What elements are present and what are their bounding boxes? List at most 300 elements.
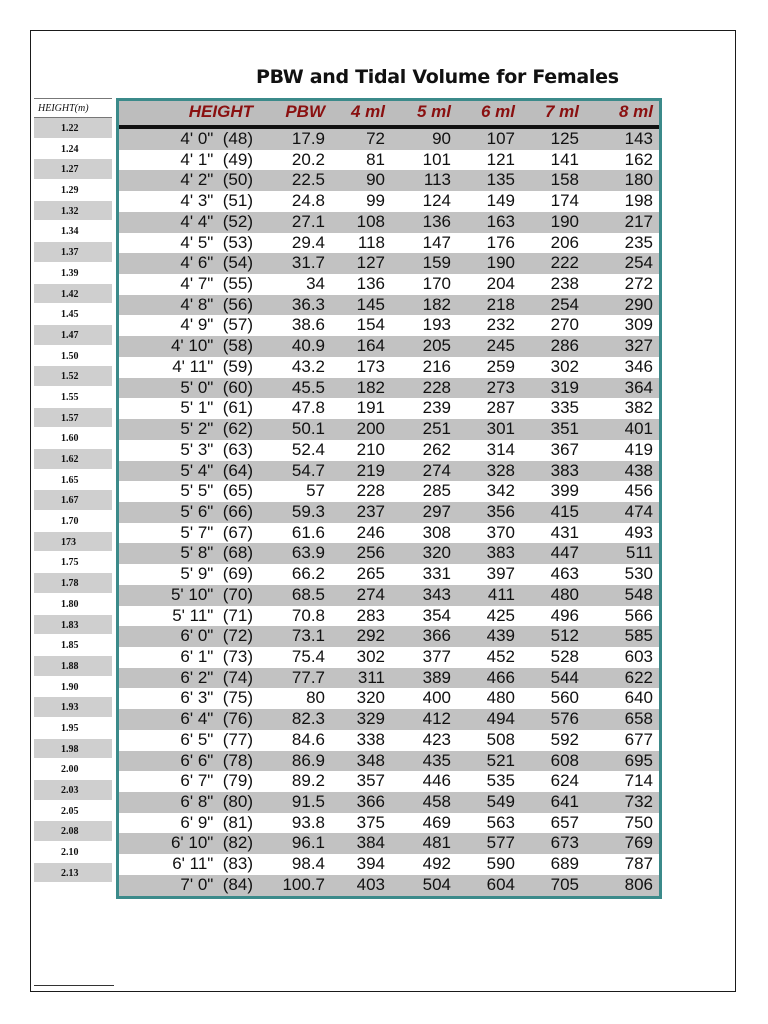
cell-height: 6' 11" (83)	[172, 854, 253, 874]
table-row	[119, 668, 659, 689]
table-row	[119, 191, 659, 212]
table-row	[119, 274, 659, 295]
table-row	[119, 502, 659, 523]
cell-7ml: 480	[550, 584, 579, 604]
header-5ml: 5 ml	[416, 102, 451, 121]
height-meters-cell: 1.85	[61, 640, 79, 652]
table-row	[119, 543, 659, 564]
cell-8ml: 677	[624, 729, 653, 749]
cell-8ml: 180	[624, 170, 653, 190]
cell-6ml: 218	[486, 294, 515, 314]
cell-8ml: 419	[624, 439, 653, 459]
cell-height: 4' 11" (59)	[172, 356, 253, 376]
cell-6ml: 135	[486, 170, 515, 190]
cell-height: 4' 9" (57)	[180, 315, 253, 335]
cell-5ml: 446	[422, 771, 451, 791]
cell-height: 4' 6" (54)	[180, 253, 253, 273]
table-row	[119, 212, 659, 233]
cell-height: 6' 2" (74)	[180, 667, 253, 687]
height-meters-cell: 1.78	[34, 573, 112, 594]
height-meters-cell: 1.29	[61, 185, 79, 197]
table-row	[119, 481, 659, 502]
cell-6ml: 232	[486, 315, 515, 335]
cell-7ml: 335	[550, 398, 579, 418]
cell-8ml: 622	[624, 667, 653, 687]
cell-5ml: 285	[422, 481, 451, 501]
cell-4ml: 348	[356, 750, 385, 770]
height-meters-cell: 173	[34, 532, 112, 553]
cell-4ml: 191	[356, 398, 385, 418]
cell-8ml: 254	[624, 253, 653, 273]
cell-4ml: 375	[356, 812, 385, 832]
cell-5ml: 159	[422, 253, 451, 273]
cell-8ml: 695	[624, 750, 653, 770]
cell-pbw: 80	[306, 688, 325, 708]
cell-6ml: 176	[486, 232, 515, 252]
cell-height: 5' 5" (65)	[180, 481, 253, 501]
cell-height: 4' 1" (49)	[180, 149, 253, 169]
cell-7ml: 608	[550, 750, 579, 770]
cell-4ml: 246	[356, 522, 385, 542]
height-meters-cell: 1.50	[61, 350, 79, 362]
cell-7ml: 383	[550, 460, 579, 480]
cell-height: 6' 9" (81)	[180, 812, 253, 832]
cell-7ml: 302	[550, 356, 579, 376]
cell-4ml: 329	[356, 709, 385, 729]
cell-6ml: 163	[486, 211, 515, 231]
cell-5ml: 297	[422, 501, 451, 521]
cell-6ml: 273	[486, 377, 515, 397]
table-row	[119, 378, 659, 399]
cell-4ml: 274	[356, 584, 385, 604]
table-row	[119, 295, 659, 316]
cell-8ml: 235	[624, 232, 653, 252]
cell-8ml: 272	[624, 274, 653, 294]
cell-5ml: 320	[422, 543, 451, 563]
cell-height: 7' 0" (84)	[180, 874, 253, 894]
table-row	[119, 357, 659, 378]
cell-6ml: 287	[486, 398, 515, 418]
cell-7ml: 512	[550, 626, 579, 646]
cell-7ml: 141	[550, 149, 579, 169]
cell-5ml: 343	[422, 584, 451, 604]
cell-height: 4' 0" (48)	[180, 129, 253, 148]
cell-8ml: 511	[625, 543, 653, 563]
cell-height: 6' 8" (80)	[180, 792, 253, 811]
cell-8ml: 382	[624, 398, 653, 418]
cell-pbw: 75.4	[291, 646, 325, 666]
cell-8ml: 162	[624, 149, 653, 169]
cell-pbw: 36.3	[291, 294, 325, 314]
cell-8ml: 456	[624, 481, 653, 501]
cell-5ml: 205	[422, 336, 451, 356]
table-row	[119, 606, 659, 627]
cell-pbw: 68.5	[291, 584, 325, 604]
cell-4ml: 311	[357, 667, 385, 687]
cell-5ml: 90	[432, 129, 451, 148]
cell-pbw: 66.2	[291, 564, 325, 584]
table-row	[119, 585, 659, 606]
cell-5ml: 492	[422, 854, 451, 874]
table-row	[119, 170, 659, 191]
cell-8ml: 143	[624, 129, 653, 148]
cell-8ml: 769	[624, 833, 653, 853]
cell-6ml: 190	[486, 253, 515, 273]
height-meters-cell: 1.70	[61, 516, 79, 528]
height-meters-cell: 1.55	[61, 391, 79, 403]
cell-6ml: 508	[486, 729, 515, 749]
cell-6ml: 314	[486, 439, 515, 459]
cell-4ml: 384	[356, 833, 385, 853]
cell-6ml: 466	[486, 667, 515, 687]
cell-height: 4' 5" (53)	[180, 232, 253, 252]
table-row	[119, 398, 659, 419]
cell-height: 5' 0" (60)	[180, 377, 253, 397]
table-row	[119, 419, 659, 440]
cell-5ml: 262	[422, 439, 451, 459]
header-8ml: 8 ml	[618, 102, 653, 121]
cell-pbw: 70.8	[291, 605, 325, 625]
height-meters-column	[34, 98, 112, 883]
cell-6ml: 342	[486, 481, 515, 501]
cell-4ml: 164	[356, 336, 385, 356]
cell-pbw: 27.1	[291, 211, 325, 231]
cell-5ml: 469	[422, 812, 451, 832]
cell-8ml: 732	[624, 792, 653, 811]
cell-pbw: 29.4	[291, 232, 325, 252]
cell-4ml: 154	[356, 315, 385, 335]
cell-6ml: 356	[486, 501, 515, 521]
cell-4ml: 81	[366, 149, 385, 169]
height-meters-cell: 1.65	[61, 474, 79, 486]
cell-4ml: 320	[356, 688, 385, 708]
cell-4ml: 292	[356, 626, 385, 646]
cell-pbw: 57	[306, 481, 325, 501]
cell-5ml: 251	[422, 419, 451, 439]
header-4ml: 4 ml	[350, 102, 385, 121]
height-meters-cell: 1.60	[61, 433, 79, 445]
table-row	[119, 792, 659, 813]
cell-8ml: 714	[624, 771, 653, 791]
cell-pbw: 91.5	[291, 792, 325, 811]
cell-6ml: 590	[486, 854, 515, 874]
cell-8ml: 530	[624, 564, 653, 584]
cell-pbw: 73.1	[291, 626, 325, 646]
cell-height: 6' 7" (79)	[180, 771, 253, 791]
cell-8ml: 806	[624, 874, 653, 894]
table-row	[119, 709, 659, 730]
height-meters-cell: 1.42	[34, 284, 112, 305]
height-meters-cell: 1.22	[34, 118, 112, 139]
cell-5ml: 423	[422, 729, 451, 749]
cell-8ml: 198	[624, 191, 653, 211]
cell-8ml: 750	[624, 812, 653, 832]
cell-7ml: 319	[550, 377, 579, 397]
cell-6ml: 577	[486, 833, 515, 853]
height-meters-header: HEIGHT(m)	[34, 98, 112, 118]
cell-5ml: 101	[422, 149, 451, 169]
header-7ml: 7 ml	[544, 102, 579, 121]
cell-4ml: 403	[356, 874, 385, 894]
cell-4ml: 90	[366, 170, 385, 190]
cell-pbw: 89.2	[291, 771, 325, 791]
cell-height: 4' 3" (51)	[180, 191, 253, 211]
cell-pbw: 31.7	[291, 253, 325, 273]
cell-6ml: 480	[486, 688, 515, 708]
height-meters-cell: 1.27	[34, 159, 112, 180]
header-6ml: 6 ml	[480, 102, 515, 121]
table-row	[119, 129, 659, 150]
cell-4ml: 99	[366, 191, 385, 211]
cell-7ml: 270	[550, 315, 579, 335]
cell-6ml: 107	[486, 129, 515, 148]
cell-4ml: 173	[356, 356, 385, 376]
cell-4ml: 237	[356, 501, 385, 521]
cell-pbw: 100.7	[282, 874, 325, 894]
cell-height: 5' 2" (62)	[180, 419, 253, 439]
cell-5ml: 458	[422, 792, 451, 811]
cell-8ml: 309	[624, 315, 653, 335]
cell-7ml: 222	[550, 253, 579, 273]
cell-8ml: 640	[624, 688, 653, 708]
cell-pbw: 24.8	[291, 191, 325, 211]
height-meters-cell: 1.98	[34, 739, 112, 760]
cell-pbw: 50.1	[291, 419, 325, 439]
cell-pbw: 98.4	[291, 854, 325, 874]
table-row	[119, 833, 659, 854]
cell-7ml: 657	[550, 812, 579, 832]
cell-4ml: 210	[356, 439, 385, 459]
table-row	[119, 730, 659, 751]
cell-8ml: 401	[624, 419, 653, 439]
cell-5ml: 331	[422, 564, 451, 584]
bottom-rule	[34, 985, 114, 986]
height-meters-cell: 1.47	[34, 325, 112, 346]
cell-5ml: 377	[422, 646, 451, 666]
cell-6ml: 204	[486, 274, 515, 294]
cell-height: 6' 3" (75)	[180, 688, 253, 708]
table-row	[119, 771, 659, 792]
cell-height: 6' 0" (72)	[180, 626, 253, 646]
table-row	[119, 875, 659, 896]
header-height: HEIGHT	[188, 102, 253, 121]
cell-pbw: 22.5	[291, 170, 325, 190]
cell-5ml: 147	[422, 232, 451, 252]
height-meters-cell: 1.88	[34, 656, 112, 677]
cell-height: 4' 4" (52)	[180, 211, 253, 231]
cell-height: 5' 3" (63)	[180, 439, 253, 459]
cell-5ml: 124	[422, 191, 451, 211]
table-row	[119, 688, 659, 709]
cell-8ml: 585	[624, 626, 653, 646]
cell-6ml: 411	[487, 584, 515, 604]
tidal-volume-table	[116, 98, 662, 899]
cell-5ml: 389	[422, 667, 451, 687]
cell-7ml: 351	[550, 419, 579, 439]
cell-5ml: 504	[422, 874, 451, 894]
cell-4ml: 366	[356, 792, 385, 811]
cell-7ml: 560	[550, 688, 579, 708]
height-meters-body	[34, 118, 112, 883]
cell-8ml: 474	[624, 501, 653, 521]
table-row	[119, 336, 659, 357]
cell-6ml: 425	[486, 605, 515, 625]
cell-5ml: 274	[422, 460, 451, 480]
cell-7ml: 206	[550, 232, 579, 252]
cell-8ml: 364	[624, 377, 653, 397]
cell-4ml: 228	[356, 481, 385, 501]
height-meters-cell: 1.90	[61, 681, 79, 693]
cell-4ml: 338	[356, 729, 385, 749]
cell-pbw: 96.1	[291, 833, 325, 853]
cell-pbw: 43.2	[291, 356, 325, 376]
cell-pbw: 45.5	[291, 377, 325, 397]
table-row	[119, 440, 659, 461]
cell-8ml: 548	[624, 584, 653, 604]
cell-7ml: 673	[550, 833, 579, 853]
cell-height: 6' 10" (82)	[170, 833, 253, 853]
table-row	[119, 813, 659, 834]
cell-5ml: 435	[422, 750, 451, 770]
table-row	[119, 854, 659, 875]
cell-8ml: 493	[624, 522, 653, 542]
height-meters-cell: 1.75	[61, 557, 79, 569]
cell-height: 4' 8" (56)	[180, 294, 253, 314]
cell-pbw: 86.9	[291, 750, 325, 770]
cell-pbw: 40.9	[291, 336, 325, 356]
table-row	[119, 233, 659, 254]
cell-6ml: 370	[486, 522, 515, 542]
height-meters-cell: 1.37	[34, 242, 112, 263]
cell-4ml: 394	[356, 854, 385, 874]
cell-4ml: 283	[356, 605, 385, 625]
height-meters-cell: 1.67	[34, 490, 112, 511]
cell-7ml: 705	[550, 874, 579, 894]
cell-7ml: 174	[550, 191, 579, 211]
cell-pbw: 93.8	[291, 812, 325, 832]
cell-7ml: 238	[550, 274, 579, 294]
cell-4ml: 219	[356, 460, 385, 480]
cell-4ml: 200	[356, 419, 385, 439]
cell-7ml: 641	[550, 792, 579, 811]
cell-7ml: 158	[550, 170, 579, 190]
cell-5ml: 113	[423, 170, 451, 190]
cell-4ml: 108	[356, 211, 385, 231]
cell-pbw: 61.6	[291, 522, 325, 542]
cell-pbw: 54.7	[291, 460, 325, 480]
cell-6ml: 121	[486, 149, 515, 169]
cell-height: 4' 10" (58)	[170, 336, 253, 356]
cell-7ml: 367	[550, 439, 579, 459]
cell-7ml: 463	[550, 564, 579, 584]
cell-5ml: 354	[422, 605, 451, 625]
cell-6ml: 452	[486, 646, 515, 666]
cell-height: 5' 9" (69)	[180, 564, 253, 584]
cell-6ml: 521	[486, 750, 515, 770]
cell-5ml: 216	[422, 356, 451, 376]
cell-8ml: 217	[624, 211, 653, 231]
cell-5ml: 308	[422, 522, 451, 542]
table-row	[119, 564, 659, 585]
cell-height: 6' 6" (78)	[180, 750, 253, 770]
cell-5ml: 400	[422, 688, 451, 708]
cell-8ml: 658	[624, 709, 653, 729]
cell-4ml: 127	[356, 253, 385, 273]
cell-8ml: 327	[624, 336, 653, 356]
height-meters-cell: 2.03	[34, 780, 112, 801]
cell-6ml: 259	[486, 356, 515, 376]
cell-pbw: 38.6	[291, 315, 325, 335]
table-row	[119, 626, 659, 647]
header-pbw: PBW	[285, 102, 325, 121]
cell-7ml: 544	[550, 667, 579, 687]
cell-7ml: 689	[550, 854, 579, 874]
cell-height: 5' 4" (64)	[180, 460, 253, 480]
table-row	[119, 751, 659, 772]
table-row	[119, 315, 659, 336]
cell-7ml: 125	[550, 129, 579, 148]
cell-height: 4' 7" (55)	[180, 274, 253, 294]
cell-6ml: 494	[486, 709, 515, 729]
cell-6ml: 245	[486, 336, 515, 356]
cell-pbw: 20.2	[291, 149, 325, 169]
cell-7ml: 399	[550, 481, 579, 501]
cell-8ml: 438	[624, 460, 653, 480]
page-title: PBW and Tidal Volume for Females	[256, 66, 619, 88]
cell-6ml: 549	[486, 792, 515, 811]
cell-pbw: 63.9	[291, 543, 325, 563]
cell-8ml: 290	[624, 294, 653, 314]
cell-7ml: 415	[550, 501, 579, 521]
cell-6ml: 301	[486, 419, 515, 439]
height-meters-cell: 1.52	[34, 366, 112, 387]
height-meters-cell: 1.34	[61, 226, 79, 238]
height-meters-cell: 1.83	[34, 615, 112, 636]
cell-6ml: 397	[486, 564, 515, 584]
height-meters-cell: 1.62	[34, 449, 112, 470]
height-meters-cell: 1.32	[34, 201, 112, 222]
cell-6ml: 604	[486, 874, 515, 894]
cell-5ml: 136	[422, 211, 451, 231]
cell-6ml: 328	[486, 460, 515, 480]
cell-height: 5' 8" (68)	[180, 543, 253, 563]
cell-7ml: 431	[550, 522, 579, 542]
cell-6ml: 563	[486, 812, 515, 832]
table-header	[119, 101, 659, 129]
cell-5ml: 412	[422, 709, 451, 729]
cell-4ml: 302	[356, 646, 385, 666]
cell-height: 6' 4" (76)	[180, 709, 253, 729]
cell-height: 5' 6" (66)	[180, 501, 253, 521]
cell-7ml: 496	[550, 605, 579, 625]
cell-height: 5' 11" (71)	[172, 605, 253, 625]
cell-height: 5' 7" (67)	[180, 522, 253, 542]
cell-4ml: 182	[356, 377, 385, 397]
cell-6ml: 535	[486, 771, 515, 791]
cell-5ml: 239	[422, 398, 451, 418]
cell-4ml: 72	[366, 129, 385, 148]
height-meters-cell: 1.24	[61, 143, 79, 155]
table-body	[119, 129, 659, 896]
cell-7ml: 528	[550, 646, 579, 666]
cell-4ml: 118	[357, 232, 385, 252]
cell-height: 6' 1" (73)	[180, 646, 253, 666]
cell-pbw: 77.7	[291, 667, 325, 687]
cell-7ml: 624	[550, 771, 579, 791]
cell-6ml: 383	[486, 543, 515, 563]
cell-pbw: 34	[306, 274, 325, 294]
cell-5ml: 481	[422, 833, 451, 853]
